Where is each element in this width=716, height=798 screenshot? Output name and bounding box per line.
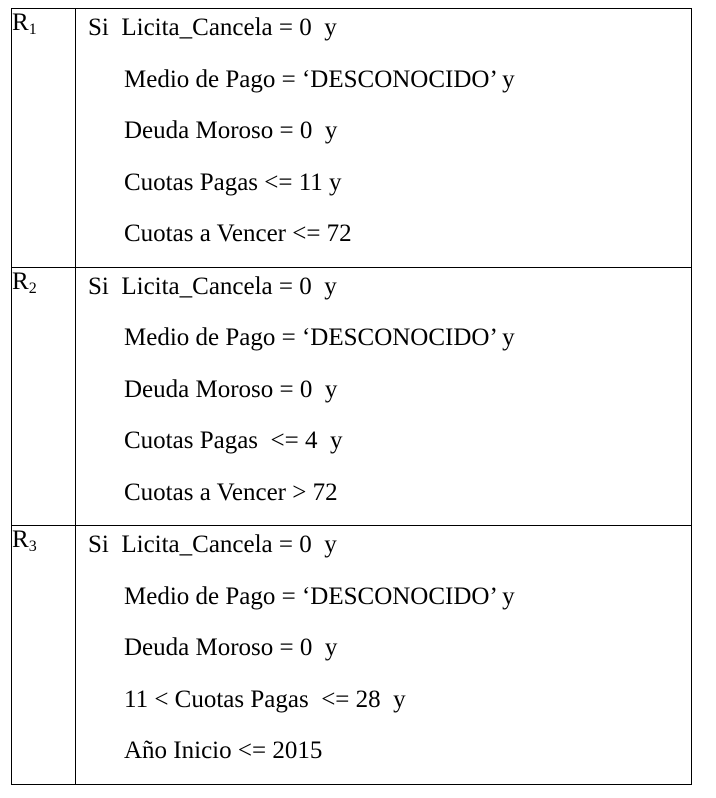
rule-condition-line: Deuda Moroso = 0 y (124, 375, 338, 403)
rule-condition-line: 11 < Cuotas Pagas <= 28 y (124, 685, 406, 713)
rule-condition-line: Deuda Moroso = 0 y (124, 117, 338, 144)
rule-condition-line: Cuotas Pagas <= 4 y (124, 427, 343, 454)
rules-table (11, 8, 692, 785)
rule-id-subscript: 1 (28, 21, 37, 38)
rule-row-r1 (12, 9, 692, 268)
rule-condition-line: Medio de Pago = ‘DESCONOCIDO’ y (124, 324, 515, 351)
rule-id-cell (12, 526, 76, 785)
rule-condition-line: Si Licita_Cancela = 0 y (88, 14, 337, 41)
rule-conditions-cell (76, 526, 692, 785)
rule-id-letter: R (12, 9, 29, 36)
rule-condition-line: Cuotas Pagas <= 11 y (124, 168, 342, 196)
rule-condition-line: Cuotas a Vencer <= 72 (124, 220, 352, 247)
rule-condition-line: Cuotas a Vencer > 72 (124, 478, 338, 506)
rule-id-cell (12, 267, 76, 526)
rule-condition-line: Si Licita_Cancela = 0 y (88, 531, 337, 558)
rule-id-letter: R (12, 267, 29, 295)
rule-row-r2 (12, 267, 692, 526)
rule-condition-line: Si Licita_Cancela = 0 y (88, 272, 337, 300)
rule-id-subscript: 2 (28, 279, 37, 297)
rule-condition-line: Deuda Moroso = 0 y (124, 634, 338, 661)
rule-id-letter: R (12, 526, 29, 553)
rule-id-cell (12, 9, 76, 268)
rule-id-subscript: 3 (28, 538, 37, 555)
rule-condition-line: Medio de Pago = ‘DESCONOCIDO’ y (124, 65, 515, 93)
rule-condition-line: Año Inicio <= 2015 (124, 737, 323, 764)
rule-conditions-cell (76, 9, 692, 268)
rule-conditions-cell (76, 267, 692, 526)
rule-row-r3 (12, 526, 692, 785)
rule-condition-line: Medio de Pago = ‘DESCONOCIDO’ y (124, 582, 515, 610)
